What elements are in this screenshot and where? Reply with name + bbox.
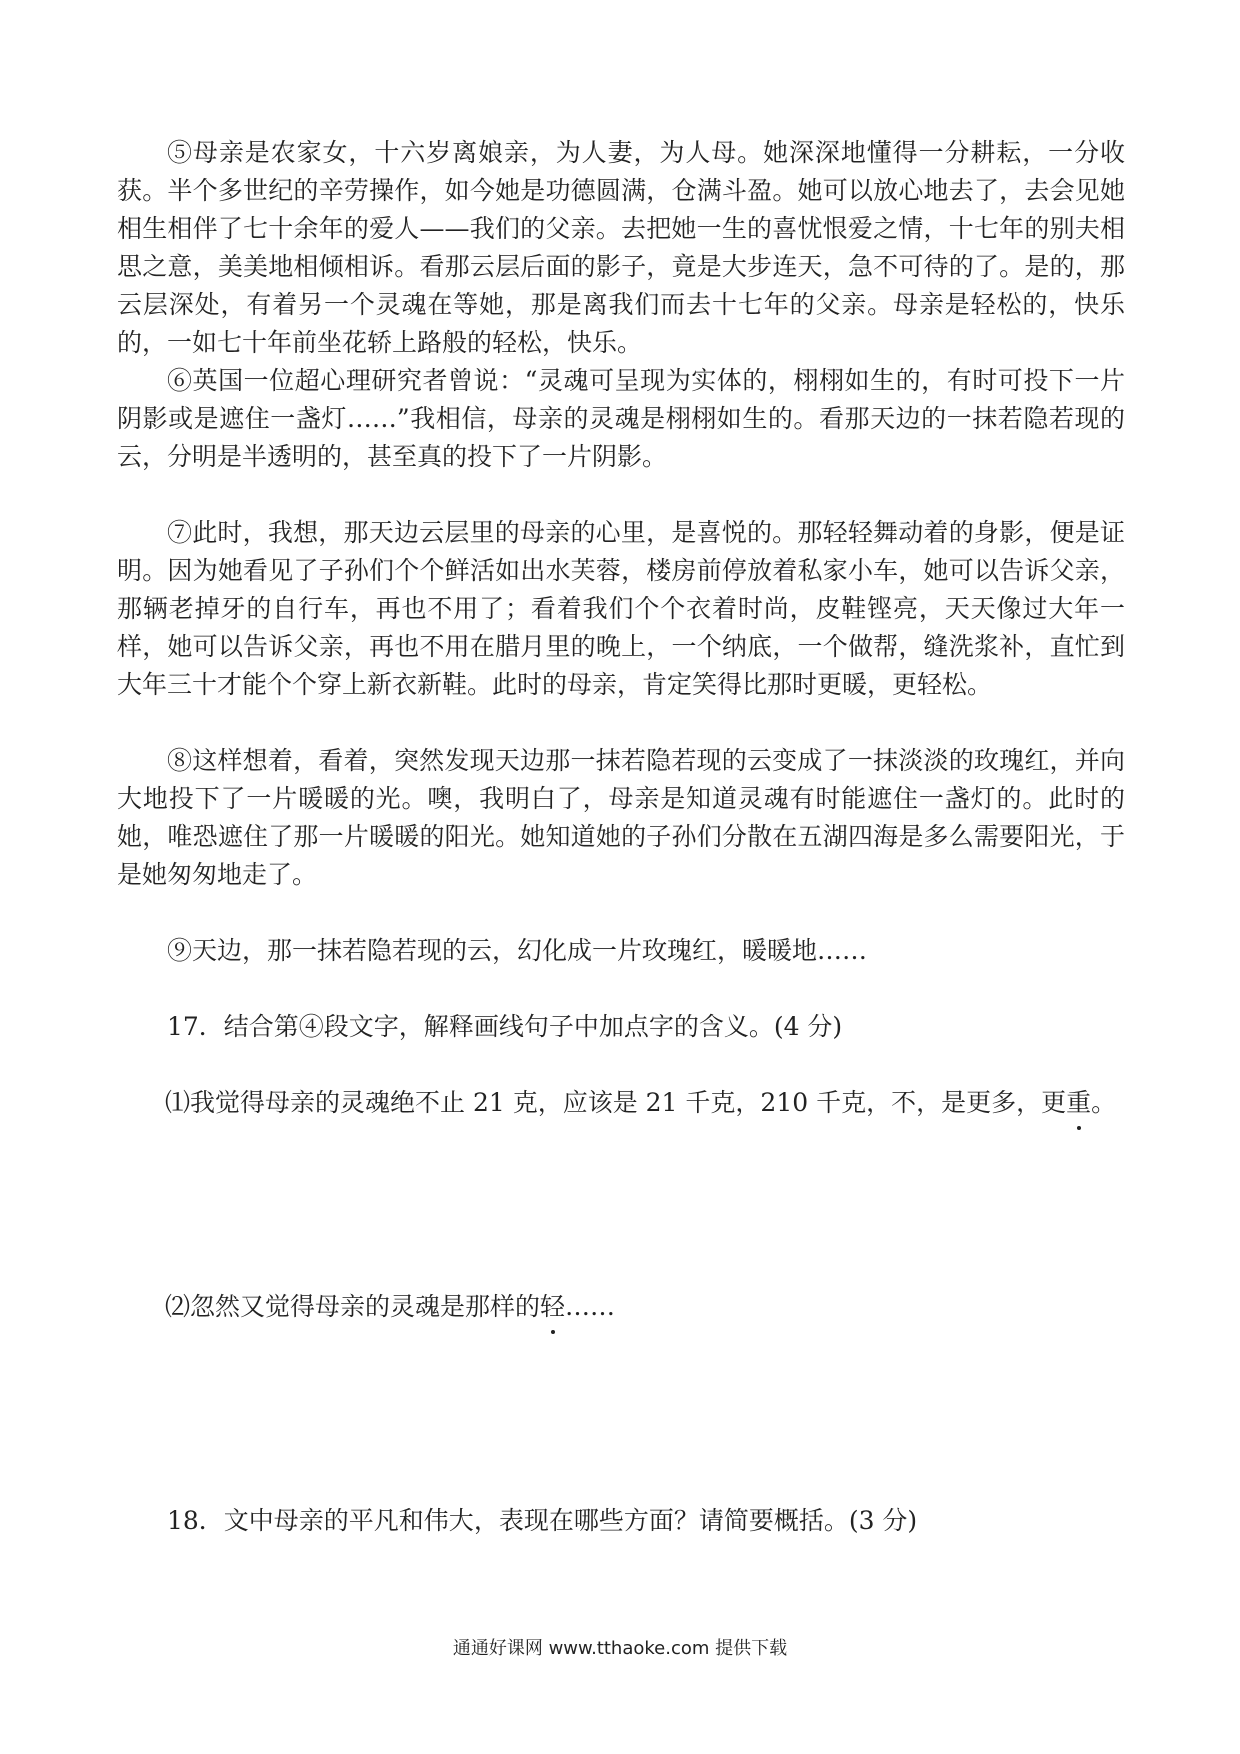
emphasis-dot-char: 轻 xyxy=(540,1288,565,1326)
paragraph-5: ⑤母亲是农家女，十六岁离娘亲，为人妻，为人母。她深深地懂得一分耕耘，一分收获。半个多世纪的辛劳操作，如今她是功德圆满，仓满斗盈。她可以放心地去了，去会见她相生相伴了七十余年的爱人——我们的父亲。去把她一生的喜忧恨爱之情，十七年的别夫相思之意，美美地相倾相诉。看那云层后面的影子，竟是大步连天，急不可待的了。是的，那云层深处，有着另一个灵魂在等她，那是离我们而去十七年的父亲。母亲是轻松的，快乐的，一如七十年前坐花轿上路般的轻松，快乐。 xyxy=(117,138,1125,357)
emphasis-dot-char: 重 xyxy=(1066,1084,1091,1122)
paragraph-8: ⑧这样想着，看着，突然发现天边那一抹若隐若现的云变成了一抹淡淡的玫瑰红，并向大地投下了一片暖暖的光。噢，我明白了，母亲是知道灵魂有时能遮住一盏灯的。此时的她，唯恐遮住了那一片暖暖的阳光。她知道她的子孙们分散在五湖四海是多么需要阳光，于是她匆匆地走了。 xyxy=(117,746,1125,889)
question-17-sub-2-text: ⑵忽然又觉得母亲的灵魂是那样的 xyxy=(165,1292,541,1321)
question-17-sub-2-end: …… xyxy=(565,1292,616,1321)
question-17-sub-1-text: ⑴我觉得母亲的灵魂绝不止 21 克，应该是 21 千克，210 千克，不，是更多，更 xyxy=(165,1088,1067,1117)
question-17-sub-1 xyxy=(165,1084,1125,1122)
question-18-stem: 18．文中母亲的平凡和伟大，表现在哪些方面？请简要概括。(3 分) xyxy=(167,1506,918,1535)
paragraph-9: ⑨天边，那一抹若隐若现的云，幻化成一片玫瑰红，暖暖地…… xyxy=(167,936,868,965)
question-17-sub-1-end: 。 xyxy=(1091,1088,1117,1117)
paragraph-6: ⑥英国一位超心理研究者曾说：“灵魂可呈现为实体的，栩栩如生的，有时可投下一片阴影或是遮住一盏灯……”我相信，母亲的灵魂是栩栩如生的。看那天边的一抹若隐若现的云，分明是半透明的，甚至真的投下了一片阴影。 xyxy=(117,366,1125,471)
paragraph-7: ⑦此时，我想，那天边云层里的母亲的心里，是喜悦的。那轻轻舞动着的身影，便是证明。因为她看见了子孙们个个鲜活如出水芙蓉，楼房前停放着私家小车，她可以告诉父亲，那辆老掉牙的自行车，再也不用了；看着我们个个衣着时尚，皮鞋铿亮，天天像过大年一样，她可以告诉父亲，再也不用在腊月里的晚上，一个纳底，一个做帮，缝洗浆补，直忙到大年三十才能个个穿上新衣新鞋。此时的母亲，肯定笑得比那时更暖，更轻松。 xyxy=(117,518,1125,699)
question-17-sub-2 xyxy=(165,1288,1125,1326)
page-footer: 通通好课网 www.tthaoke.com 提供下载 xyxy=(452,1638,788,1659)
question-17-stem: 17．结合第④段文字，解释画线句子中加点字的含义。(4 分) xyxy=(167,1012,843,1041)
